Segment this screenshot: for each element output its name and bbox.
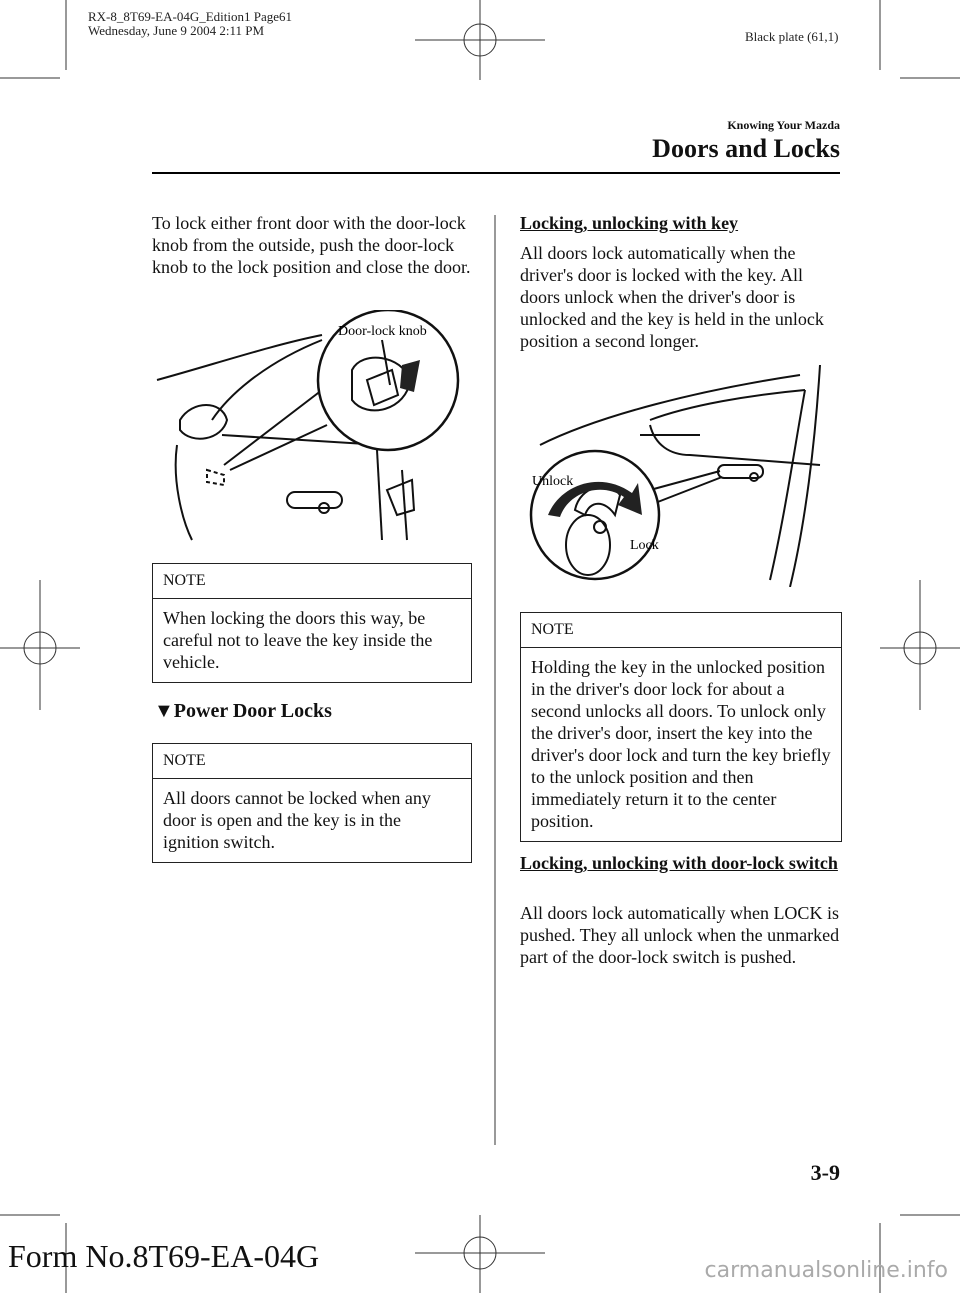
key-illustration [520,365,840,587]
subheading-key: Locking, unlocking with key [520,213,739,233]
page-number: 3-9 [810,1160,840,1185]
note-text: When locking the doors this way, be careful not to leave the key inside the vehicle. [163,608,433,672]
key-lock-figure [520,365,840,587]
door-illustration [152,310,472,545]
key-paragraph: All doors lock automatically when the driver's door is locked with the key. All doors unlock when the driver's door is unlocked and the key is held in the unlock position a second longer. [520,243,824,351]
triangle-bullet-icon: ▼ [154,700,174,722]
header-rule [152,172,840,174]
note-text: Holding the key in the unlocked position in the driver's door lock for about a second unlocks all doors. To unlock only the driver's door, insert the key into the driver's door lock and turn the key briefly to the unlock position and then immediately return it to the center position. [531,657,831,831]
note-box-key-inside [152,563,472,683]
slug-plate: Black plate (61,1) [745,29,839,44]
door-lock-knob-figure [152,310,472,545]
intro-paragraph: To lock either front door with the door-lock knob from the outside, push the door-lock knob to the lock position and close the door. [152,213,471,277]
slug-timestamp: Wednesday, June 9 2004 2:11 PM [88,23,265,38]
note-title: NOTE [153,564,471,599]
power-door-locks-heading [154,700,332,723]
switch-paragraph: All doors lock automatically when LOCK is pushed. They all unlock when the unmarked part of the door-lock switch is pushed. [520,903,840,967]
note-text: All doors cannot be locked when any door is open and the key is in the ignition switch. [163,788,431,852]
form-number: Form No.8T69-EA-04G [8,1238,320,1274]
figure-label-lock: Lock [630,538,659,553]
note-box-driver-door [520,612,842,842]
watermark-site: carmanualsonline.info [704,1258,948,1283]
figure-label-unlock: Unlock [532,474,574,489]
note-box-door-open [152,743,472,863]
figure-label-door-lock-knob: Door-lock knob [338,324,427,339]
section-title: Knowing Your Mazda [727,118,840,132]
slug-file-name: RX-8_8T69-EA-04G_Edition1 Page61 [88,9,293,24]
chapter-title: Doors and Locks [652,134,840,163]
heading-text: Power Door Locks [173,700,332,722]
note-title: NOTE [153,744,471,779]
subheading-switch: Locking, unlocking with door-lock switch [520,853,838,873]
note-title: NOTE [521,613,841,648]
